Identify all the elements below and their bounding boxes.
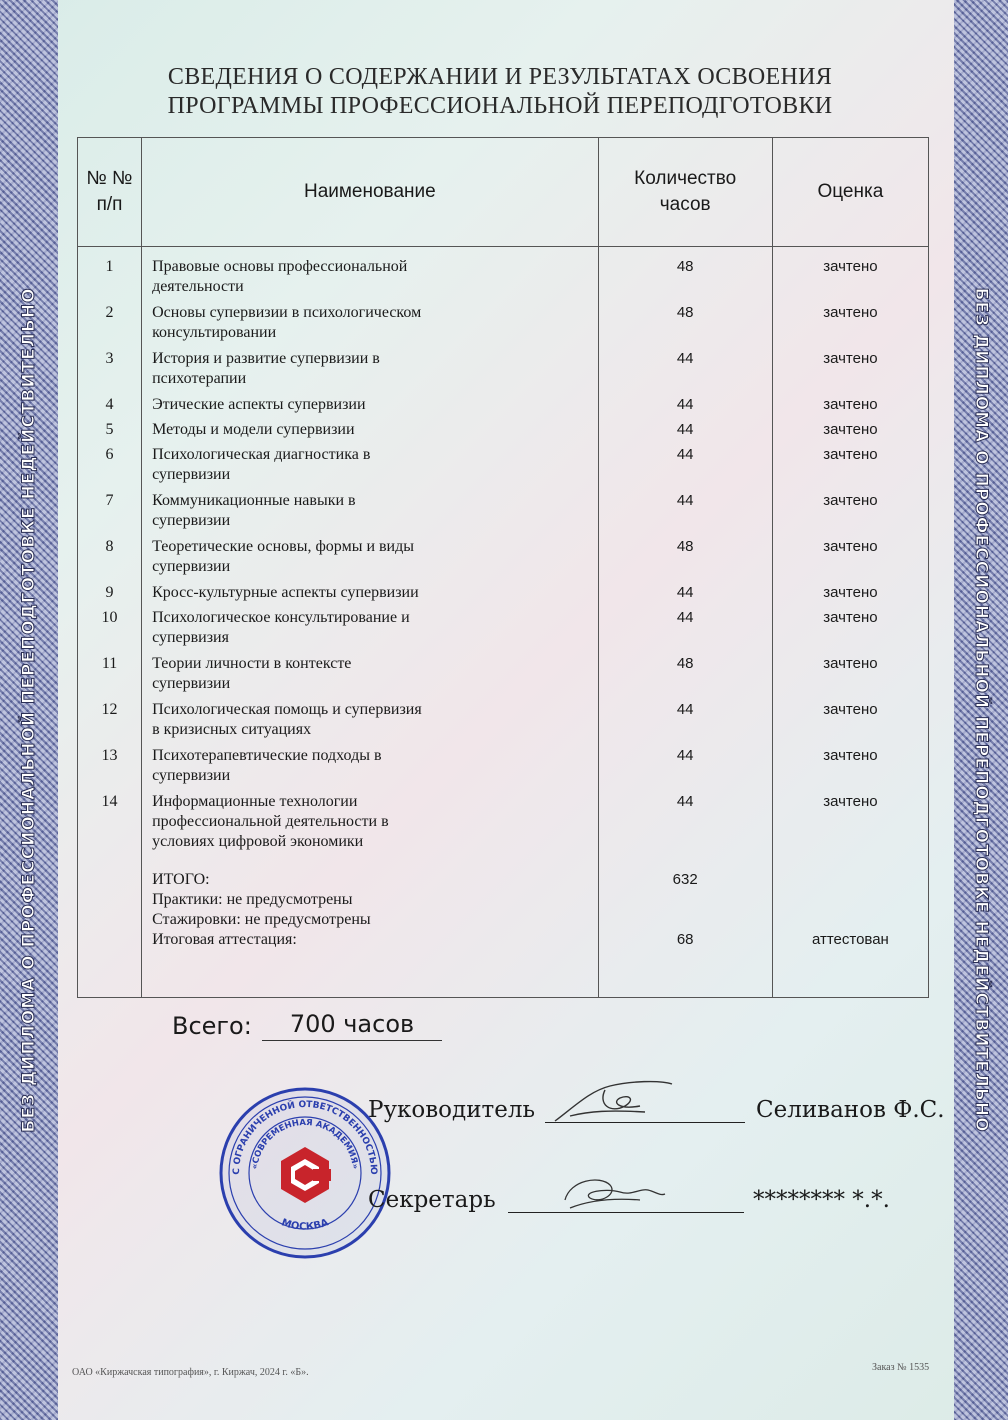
course-name xyxy=(142,491,599,537)
table-row xyxy=(78,395,929,420)
course-name-line: Теории личности в контексте xyxy=(152,655,352,672)
course-hours: 44 xyxy=(598,420,772,445)
secretary-label: Секретарь xyxy=(368,1187,496,1213)
course-hours: 44 xyxy=(598,746,772,792)
course-grade: зачтено xyxy=(772,792,928,858)
course-name xyxy=(142,583,599,608)
stamp-inner-text: «СОВРЕМЕННАЯ АКАДЕМИЯ» xyxy=(250,1117,360,1170)
course-grade: зачтено xyxy=(772,247,928,304)
course-name-line: Коммуникационные навыки в xyxy=(152,492,356,509)
totals-num xyxy=(78,858,142,950)
course-grade: зачтено xyxy=(772,608,928,654)
course-name xyxy=(142,608,599,654)
course-hours: 44 xyxy=(598,608,772,654)
course-hours: 48 xyxy=(598,654,772,700)
row-number: 9 xyxy=(78,583,142,608)
row-number: 13 xyxy=(78,746,142,792)
row-number: 4 xyxy=(78,395,142,420)
row-number: 7 xyxy=(78,491,142,537)
course-name-line: профессиональной деятельности в xyxy=(152,813,389,830)
header-hours-line1: Количество xyxy=(634,168,737,189)
course-hours: 44 xyxy=(598,445,772,491)
row-number: 3 xyxy=(78,349,142,395)
table-row xyxy=(78,746,929,792)
course-hours: 44 xyxy=(598,395,772,420)
table-row xyxy=(78,420,929,445)
total-value: 700 часов xyxy=(262,1010,442,1041)
organization-stamp xyxy=(217,1085,393,1261)
course-grade: зачтено xyxy=(772,746,928,792)
course-name-line: Психотерапевтические подходы в xyxy=(152,747,382,764)
course-name-line: Правовые основы профессиональной xyxy=(152,258,408,275)
header-num-line1: № № xyxy=(86,168,133,189)
course-hours: 44 xyxy=(598,349,772,395)
totals-row xyxy=(78,858,929,950)
secretary-signature-icon xyxy=(560,1170,670,1214)
course-name-line: Психологическое консультирование и xyxy=(152,609,410,626)
right-border-text: БЕЗ ДИПЛОМА О ПРОФЕССИОНАЛЬНОЙ ПЕРЕПОДГОТОВКЕ НЕДЕЙСТВИТЕЛЬНО xyxy=(971,287,991,1133)
row-number: 11 xyxy=(78,654,142,700)
course-name-line: История и развитие супервизии в xyxy=(152,350,380,367)
table-row xyxy=(78,583,929,608)
course-hours: 44 xyxy=(598,491,772,537)
course-name-line: консультировании xyxy=(152,324,277,341)
course-name-line: супервизия xyxy=(152,629,229,646)
stamp-bottom-text: МОСКВА xyxy=(279,1217,331,1233)
course-name xyxy=(142,303,599,349)
course-grade: зачтено xyxy=(772,349,928,395)
itogo-label: ИТОГО: xyxy=(152,871,210,888)
header-hours-line2: часов xyxy=(659,194,711,215)
course-name xyxy=(142,247,599,304)
table-filler-row xyxy=(78,950,929,998)
row-number: 12 xyxy=(78,700,142,746)
course-name-line: Психологическая диагностика в xyxy=(152,446,371,463)
course-hours: 48 xyxy=(598,537,772,583)
right-security-border xyxy=(954,0,1008,1420)
course-grade: зачтено xyxy=(772,445,928,491)
itogo-hours: 632 xyxy=(672,871,698,888)
course-name-line: Информационные технологии xyxy=(152,793,358,810)
head-name: Селиванов Ф.С. xyxy=(756,1097,945,1123)
row-number: 8 xyxy=(78,537,142,583)
left-border-text: БЕЗ ДИПЛОМА О ПРОФЕССИОНАЛЬНОЙ ПЕРЕПОДГОТОВКЕ НЕДЕЙСТВИТЕЛЬНО xyxy=(19,287,39,1133)
course-name-line: психотерапии xyxy=(152,370,247,387)
head-label: Руководитель xyxy=(368,1097,535,1123)
course-name-line: Кросс-культурные аспекты супервизии xyxy=(152,584,419,601)
course-grade: зачтено xyxy=(772,420,928,445)
header-hours xyxy=(598,138,772,247)
total-label: Всего: xyxy=(172,1012,252,1040)
secretary-name: ******** *.*. xyxy=(753,1187,890,1213)
header-num-line2: п/п xyxy=(96,194,123,215)
final-attestation-grade: аттестован xyxy=(811,931,889,948)
course-name-line: супервизии xyxy=(152,466,231,483)
row-number: 10 xyxy=(78,608,142,654)
course-name-line: Психологическая помощь и супервизия xyxy=(152,701,422,718)
course-name-line: в кризисных ситуациях xyxy=(152,721,312,738)
table-row xyxy=(78,792,929,858)
course-name-line: условиях цифровой экономики xyxy=(152,833,364,850)
courses-table xyxy=(77,137,929,998)
document-title xyxy=(100,63,900,121)
course-hours: 44 xyxy=(598,700,772,746)
course-grade: зачтено xyxy=(772,303,928,349)
row-number: 6 xyxy=(78,445,142,491)
course-name xyxy=(142,445,599,491)
header-grade: Оценка xyxy=(772,138,928,247)
course-name-line: Методы и модели супервизии xyxy=(152,421,355,438)
header-name: Наименование xyxy=(142,138,599,247)
course-name-line: Теоретические основы, формы и виды xyxy=(152,538,415,555)
course-name-line: Основы супервизии в психологическом xyxy=(152,304,422,321)
table-row xyxy=(78,537,929,583)
row-number: 5 xyxy=(78,420,142,445)
stamp-top-text: С ОГРАНИЧЕННОЙ ОТВЕТСТВЕННОСТЬЮ xyxy=(231,1099,379,1175)
course-name xyxy=(142,537,599,583)
table-row xyxy=(78,491,929,537)
course-name-line: деятельности xyxy=(152,278,244,295)
course-name xyxy=(142,420,599,445)
course-hours: 48 xyxy=(598,303,772,349)
course-grade: зачтено xyxy=(772,700,928,746)
final-attestation-hours: 68 xyxy=(676,931,694,948)
title-line-2: ПРОГРАММЫ ПРОФЕССИОНАЛЬНОЙ ПЕРЕПОДГОТОВКИ xyxy=(167,93,833,119)
table-row xyxy=(78,445,929,491)
table-row xyxy=(78,654,929,700)
course-hours: 44 xyxy=(598,583,772,608)
course-name-line: супервизии xyxy=(152,558,231,575)
row-number: 14 xyxy=(78,792,142,858)
course-grade: зачтено xyxy=(772,537,928,583)
order-number: Заказ № 1535 xyxy=(872,1362,930,1373)
header-num xyxy=(78,138,142,247)
table-body xyxy=(78,247,929,998)
course-name xyxy=(142,395,599,420)
internship-label: Стажировки: не предусмотрены xyxy=(152,911,371,928)
course-name xyxy=(142,792,599,858)
course-name xyxy=(142,700,599,746)
totals-labels xyxy=(142,858,599,950)
course-grade: зачтено xyxy=(772,654,928,700)
title-line-1: СВЕДЕНИЯ О СОДЕРЖАНИИ И РЕЗУЛЬТАТАХ ОСВОЕНИЯ xyxy=(167,64,833,90)
table-row xyxy=(78,349,929,395)
course-name-line: супервизии xyxy=(152,675,231,692)
practice-label: Практики: не предусмотрены xyxy=(152,891,353,908)
totals-hours xyxy=(598,858,772,950)
course-name-line: супервизии xyxy=(152,512,231,529)
table-row xyxy=(78,247,929,304)
course-grade: зачтено xyxy=(772,491,928,537)
totals-grade xyxy=(772,858,928,950)
course-name xyxy=(142,349,599,395)
left-security-border xyxy=(0,0,58,1420)
table-row xyxy=(78,303,929,349)
course-name-line: супервизии xyxy=(152,767,231,784)
row-number: 2 xyxy=(78,303,142,349)
table-header-row xyxy=(78,138,929,247)
course-name-line: Этические аспекты супервизии xyxy=(152,396,366,413)
course-name xyxy=(142,654,599,700)
course-hours: 44 xyxy=(598,792,772,858)
course-grade: зачтено xyxy=(772,583,928,608)
head-signature-icon xyxy=(550,1076,680,1126)
course-hours: 48 xyxy=(598,247,772,304)
course-name xyxy=(142,746,599,792)
printer-info: ОАО «Киржачская типография», г. Киржач, 2024 г. «Б». xyxy=(72,1367,309,1378)
row-number: 1 xyxy=(78,247,142,304)
course-grade: зачтено xyxy=(772,395,928,420)
table-row xyxy=(78,700,929,746)
final-attestation-label: Итоговая аттестация: xyxy=(152,931,297,948)
table-row xyxy=(78,608,929,654)
